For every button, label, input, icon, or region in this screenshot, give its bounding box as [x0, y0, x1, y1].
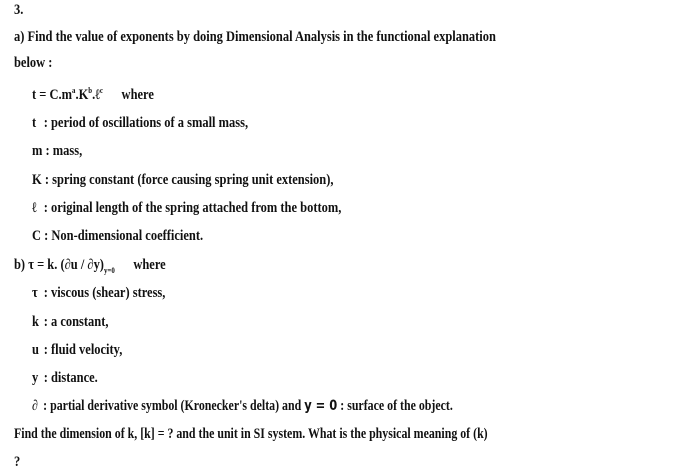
definition-text: : distance. [40, 370, 98, 386]
final-question-line1: Find the dimension of k, [k] = ? and the unit in SI system. What is the physical meaning of (k) [14, 426, 488, 442]
definition-k-spring [32, 171, 333, 189]
part-a-formula [32, 86, 154, 104]
surface-condition: y = 0 [304, 398, 338, 414]
definition-m [32, 142, 82, 160]
where-label-b: where [133, 257, 166, 273]
definition-text: : Non-dimensional coefficient. [41, 228, 204, 244]
definition-text: : a constant, [40, 314, 109, 330]
definition-symbol: τ [32, 285, 38, 301]
definition-symbol: t [32, 115, 37, 131]
definition-text: : period of oscillations of a small mass, [40, 115, 249, 131]
definition-symbol: ℓ [32, 200, 37, 216]
definition-k-constant [32, 313, 108, 331]
exponent-c: c [99, 86, 103, 96]
part-a-heading-line2: below : [14, 55, 53, 71]
formula-tau: b) τ = k. (∂u / ∂y) [14, 257, 104, 273]
definition-symbol: y [32, 370, 39, 386]
definition-text: : spring constant (force causing spring unit extension), [41, 172, 334, 188]
formula-base: t = C.m [32, 87, 73, 103]
definition-symbol: ∂ [32, 398, 38, 414]
definition-text: : partial derivative symbol (Kronecker's delta) and [40, 398, 305, 414]
definition-symbol: k [32, 314, 39, 330]
definition-c [32, 227, 203, 245]
exponent-a: a [72, 86, 76, 96]
definition-tau [32, 284, 165, 302]
surface-text: : surface of the object. [337, 398, 453, 414]
definition-symbol: C [32, 228, 42, 244]
definition-text: : viscous (shear) stress, [40, 285, 166, 301]
where-label-a: where [121, 87, 154, 103]
definition-u [32, 341, 122, 359]
final-question-line2: ? [14, 454, 21, 470]
definition-y [32, 369, 98, 387]
definition-t [32, 114, 248, 132]
formula-l: .ℓ [92, 87, 100, 103]
definition-symbol: m [32, 143, 43, 159]
definition-text: : fluid velocity, [40, 342, 123, 358]
definition-text: : mass, [42, 143, 83, 159]
definition-l [32, 199, 341, 217]
formula-subscript: y=0 [103, 265, 115, 275]
part-a-heading-line1: a) Find the value of exponents by doing Dimensional Analysis in the functional explanation [14, 29, 496, 45]
definition-text: : original length of the spring attached from the bottom, [40, 200, 342, 216]
exponent-b: b [88, 86, 93, 96]
definition-symbol: K [32, 172, 42, 188]
formula-k: .K [75, 87, 89, 103]
definition-symbol: u [32, 342, 39, 358]
question-number: 3. [14, 2, 24, 18]
part-b-formula [14, 256, 166, 274]
definition-partial [32, 397, 453, 415]
